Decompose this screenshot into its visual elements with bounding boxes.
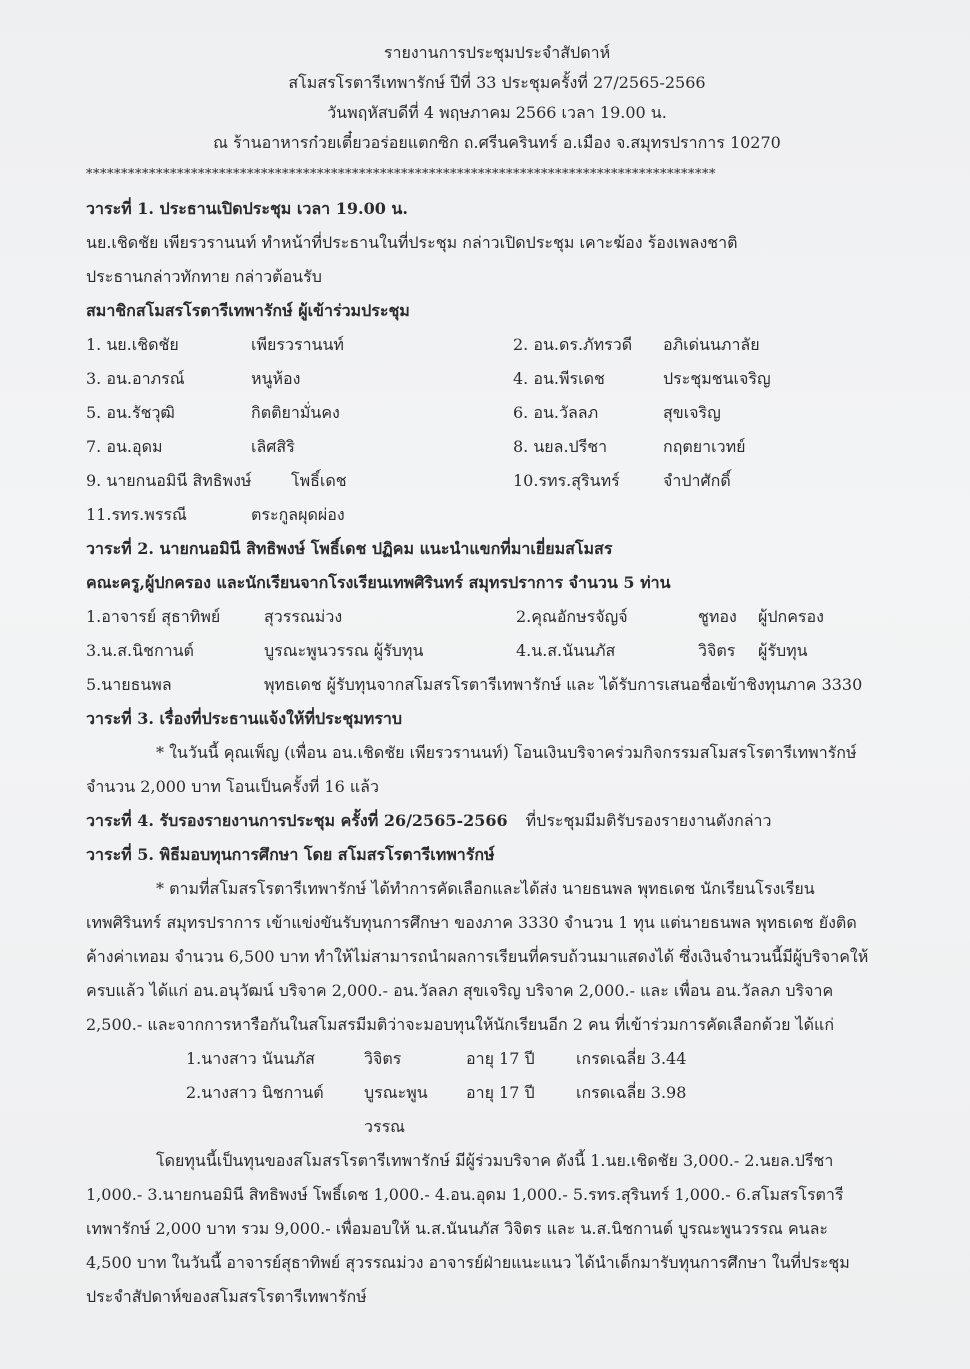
student-name: 1.นางสาว นันนภัส	[186, 1049, 315, 1068]
member-name: 11.รทร.พรรณี	[86, 505, 187, 524]
agenda-5-paragraph: 4,500 บาท ในวันนี้ อาจารย์สุธาทิพย์ สุวรรณม่วง อาจารย์ฝ่ายแนะแนว ได้นำเด็กมารับทุนการศึกษา ในที่ประชุม	[86, 1253, 850, 1272]
agenda-4-title: วาระที่ 4. รับรองรายงานการประชุม ครั้งที่ 26/2565-2566	[86, 811, 508, 830]
agenda-2	[86, 532, 908, 702]
agenda-5-paragraph: เทพารักษ์ 2,000 บาท รวม 9,000.- เพื่อมอบให้ น.ส.นันนภัส วิจิตร และ น.ส.นิชกานต์ บูรณะพูนวรรณ คนละ	[86, 1219, 828, 1238]
agenda-5-paragraph: ค้างค่าเทอม จำนวน 6,500 บาท ทำให้ไม่สามารถนำผลการเรียนที่ครบถ้วนมาแสดงได้ ซึ่งเงินจำนวนนี้มีผู้บริจาคให้	[86, 947, 869, 966]
agenda-3-text: จำนวน 2,000 บาท โอนเป็นครั้งที่ 16 แล้ว	[86, 777, 379, 796]
guest-name: 4.น.ส.นันนภัส	[516, 641, 616, 660]
header-club: สโมสรโรตารีเทพารักษ์ ปีที่ 33 ประชุมครั้งที่ 27/2565-2566	[288, 73, 706, 92]
agenda-5-paragraph: * ตามที่สโมสรโรตารีเทพารักษ์ ได้ทำการคัดเลือกและได้ส่ง นายธนพล พุทธเดช นักเรียนโรงเรียน	[156, 879, 815, 898]
agenda-2-title: วาระที่ 2. นายกนอมินี สิทธิพงษ์ โพธิ์เดช ปฏิคม แนะนำแขกที่มาเยี่ยมสโมสร	[86, 539, 613, 558]
agenda-1-text: นย.เชิดชัย เพียรวรานนท์ ทำหน้าที่ประธานในที่ประชุม กล่าวเปิดประชุม เคาะฆ้อง ร้องเพลงชาติ	[86, 233, 738, 252]
members-title: สมาชิกสโมสรโรตารีเทพารักษ์ ผู้เข้าร่วมประชุม	[86, 301, 410, 320]
member-name: 10.รทร.สุรินทร์	[513, 471, 620, 490]
guest-row	[86, 634, 908, 668]
agenda-5-paragraph: โดยทุนนี้เป็นทุนของสโมสรโรตารีเทพารักษ์ มีผู้ร่วมบริจาค ดังนี้ 1.นย.เชิดชัย 3,000.- 2.นยล.ปรีชา	[156, 1151, 834, 1170]
agenda-2-subtitle: คณะครู,ผู้ปกครอง และนักเรียนจากโรงเรียนเทพศิรินทร์ สมุทรปราการ จำนวน 5 ท่าน	[86, 573, 671, 592]
guest-role: ผู้ปกครอง	[758, 607, 824, 626]
member-name: 6. อน.วัลลภ	[513, 403, 599, 422]
guest-row	[86, 600, 908, 634]
student-grade: เกรดเฉลี่ย 3.98	[576, 1083, 687, 1102]
student-surname: บูรณะพูนวรรณ	[364, 1083, 428, 1136]
guest-row	[86, 668, 908, 702]
agenda-5-paragraph: เทพศิรินทร์ สมุทรปราการ เข้าแข่งขันรับทุนการศึกษา ของภาค 3330 จำนวน 1 ทุน แต่นายธนพล พุทธเดช ยังติด	[86, 913, 857, 932]
agenda-5-paragraph: ประจำสัปดาห์ของสโมสรโรตารีเทพารักษ์	[86, 1287, 367, 1306]
guest-name: 1.อาจารย์ สุธาทิพย์	[86, 607, 221, 626]
member-name: 5. อน.รัชวุฒิ	[86, 403, 175, 422]
guest-name: 3.น.ส.นิชกานต์	[86, 641, 194, 660]
report-header	[86, 38, 908, 186]
student-age: อายุ 17 ปี	[466, 1083, 535, 1102]
guest-surname: ชูทอง	[698, 607, 737, 626]
members-list	[86, 328, 908, 532]
member-row	[86, 362, 908, 396]
member-name: 2. อน.ดร.ภัทรวดี	[513, 335, 633, 354]
agenda-3	[86, 702, 908, 804]
agenda-4	[86, 804, 908, 838]
member-surname: กฤตยาเวทย์	[663, 437, 746, 456]
header-date: วันพฤหัสบดีที่ 4 พฤษภาคม 2566 เวลา 19.00 น.	[327, 103, 667, 122]
student-surname: วิจิตร	[364, 1049, 402, 1068]
member-surname: ตระกูลผุดผ่อง	[251, 505, 345, 524]
agenda-1	[86, 192, 908, 532]
agenda-3-title: วาระที่ 3. เรื่องที่ประธานแจ้งให้ที่ประชุมทราบ	[86, 709, 403, 728]
agenda-3-text: * ในวันนี้ คุณเพ็ญ (เพื่อน อน.เชิดชัย เพียรวรานนท์) โอนเงินบริจาคร่วมกิจกรรมสโมสรโรตารีเทพารักษ์	[156, 743, 857, 762]
member-name: 8. นยล.ปรีชา	[513, 437, 608, 456]
member-row	[86, 464, 908, 498]
member-surname: หนูห้อง	[251, 369, 301, 388]
agenda-4-text: ที่ประชุมมีมติรับรองรายงานดังกล่าว	[525, 811, 772, 830]
member-surname: เพียรวรานนท์	[251, 335, 344, 354]
student-age: อายุ 17 ปี	[466, 1049, 535, 1068]
agenda-5-paragraph: ครบแล้ว ได้แก่ อน.อนุวัฒน์ บริจาค 2,000.- อน.วัลลภ สุขเจริญ บริจาค 2,000.- และ เพื่อน อน.วัลลภ บริจาค	[86, 981, 834, 1000]
guest-surname: วิจิตร	[698, 641, 736, 660]
member-row	[86, 396, 908, 430]
header-title: รายงานการประชุมประจำสัปดาห์	[383, 43, 611, 62]
member-name: 7. อน.อุดม	[86, 437, 163, 456]
guest-role: ผู้รับทุน	[758, 641, 808, 660]
guest-surname: สุวรรณม่วง	[264, 607, 343, 626]
student-row	[86, 1076, 908, 1144]
member-name: 4. อน.พีรเดช	[513, 369, 605, 388]
guest-name: 5.นายธนพล	[86, 675, 172, 694]
guest-name: 2.คุณอักษรจัญจ์	[516, 607, 628, 626]
student-grade: เกรดเฉลี่ย 3.44	[576, 1049, 687, 1068]
guest-description: พุทธเดช ผู้รับทุนจากสโมสรโรตารีเทพารักษ์ และ ได้รับการเสนอชื่อเข้าชิงทุนภาค 3330	[264, 675, 863, 694]
member-name: 1. นย.เชิดชัย	[86, 335, 179, 354]
agenda-1-title: วาระที่ 1. ประธานเปิดประชุม เวลา 19.00 น.	[86, 199, 408, 218]
member-surname: กิตติยามั่นคง	[251, 403, 340, 422]
agenda-1-text: ประธานกล่าวทักทาย กล่าวต้อนรับ	[86, 267, 322, 286]
member-name: 3. อน.อาภรณ์	[86, 369, 185, 388]
guest-surname: บูรณะพูนวรรณ ผู้รับทุน	[264, 641, 424, 660]
member-name: 9. นายกนอมินี สิทธิพงษ์	[86, 471, 252, 490]
member-surname: เลิศสิริ	[251, 437, 295, 456]
separator-stars: ******************************************************************************************	[86, 167, 716, 182]
student-row	[86, 1042, 908, 1076]
agenda-5-title: วาระที่ 5. พิธีมอบทุนการศึกษา โดย สโมสรโรตารีเทพารักษ์	[86, 845, 495, 864]
member-row	[86, 430, 908, 464]
header-location: ณ ร้านอาหารก๋วยเตี๋ยวอร่อยแตกซิก ถ.ศรีนครินทร์ อ.เมือง จ.สมุทรปราการ 10270	[213, 133, 781, 152]
member-row	[86, 328, 908, 362]
agenda-5-paragraph: 2,500.- และจากการหารือกันในสโมสรมีมติว่าจะมอบทุนให้นักเรียนอีก 2 คน ที่เข้าร่วมการคัดเลือกด้วย ได้แก่	[86, 1015, 834, 1034]
agenda-5-paragraph: 1,000.- 3.นายกนอมินี สิทธิพงษ์ โพธิ์เดช 1,000.- 4.อน.อุดม 1,000.- 5.รทร.สุรินทร์ 1,000.- 6.สโมสรโรตารี	[86, 1185, 844, 1204]
member-row	[86, 498, 908, 532]
member-surname: สุขเจริญ	[663, 403, 721, 422]
student-name: 2.นางสาว นิชกานต์	[186, 1083, 324, 1102]
member-surname: จำปาศักดิ์	[663, 471, 731, 490]
member-surname: ประชุมชนเจริญ	[663, 369, 771, 388]
agenda-5	[86, 838, 908, 1314]
member-surname: อภิเด่นนภาลัย	[663, 335, 760, 354]
member-surname: โพธิ์เดช	[291, 471, 347, 490]
